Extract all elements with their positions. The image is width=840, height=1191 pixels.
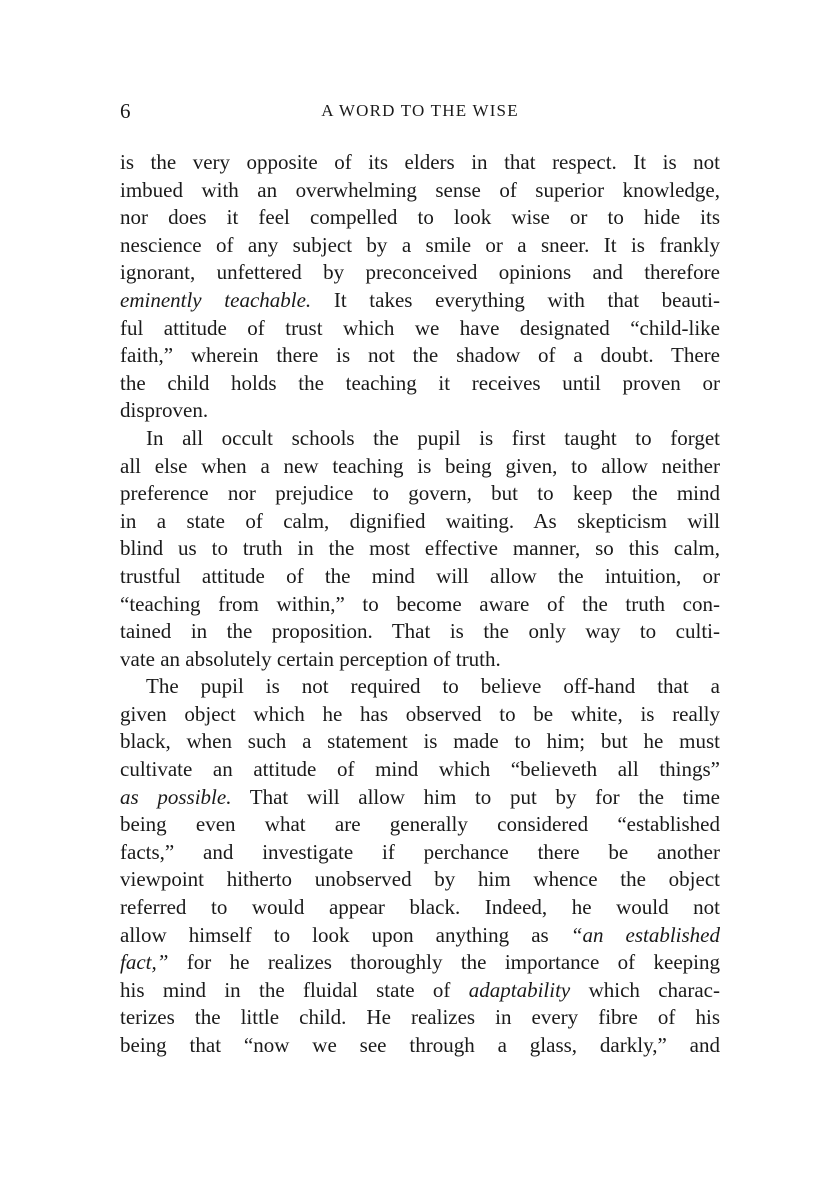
text-segment: in a state of calm, dignified waiting. As skepticism will [120,508,720,533]
text-line [120,591,720,619]
text-segment: The pupil is not required to believe off-hand that a [146,674,720,699]
text-segment: being that “now we see through a glass, darkly,” and [120,1033,720,1057]
text-segment: ful attitude of trust which we have designated “child-like [120,315,720,340]
text-segment: viewpoint hitherto unobserved by him whence the object [120,867,720,892]
text-line [120,508,720,536]
text-line [120,342,720,370]
text-segment: vate an absolutely certain perception of truth. [120,646,501,671]
text-line [146,673,720,701]
text-segment: In all occult schools the pupil is first taught to forget [146,425,720,450]
italic-text: “an established [570,922,721,947]
text-line [120,646,720,674]
text-line [120,397,720,425]
text-segment: black, when such a statement is made to him; but he must [120,729,720,754]
text-line [120,811,720,839]
text-line [120,149,720,177]
text-line [120,370,720,398]
text-line [120,728,720,756]
text-line [120,839,720,867]
text-line [120,232,720,260]
text-line [120,977,720,1005]
text-line [120,315,720,343]
text-line [120,287,720,315]
text-segment: nor does it feel compelled to look wise or to hide its [120,205,720,230]
text-line [120,480,720,508]
text-line [120,259,720,287]
text-line [120,177,720,205]
text-line [120,949,720,977]
text-segment: being even what are generally considered “established [120,812,720,837]
text-segment: which charac- [570,977,720,1002]
text-segment: It takes everything with that beauti- [311,287,720,312]
text-line [146,425,720,453]
text-segment: nescience of any subject by a smile or a sneer. It is frankly [120,232,720,257]
text-segment: allow himself to look upon anything as [120,922,571,947]
text-line [120,1032,720,1060]
text-line [120,535,720,563]
italic-text: fact,” [120,950,169,975]
text-segment: facts,” and investigate if perchance there be another [120,839,720,864]
text-line [120,784,720,812]
page-header [120,96,720,126]
text-segment: all else when a new teaching is being given, to allow neither [120,453,720,478]
italic-text: eminently teachable. [120,287,312,312]
text-segment: tained in the proposition. That is the only way to culti- [120,619,720,644]
page-number: 6 [120,99,131,123]
text-segment: referred to would appear black. Indeed, he would not [120,895,720,920]
running-title: A WORD TO THE WISE [321,101,519,120]
text-segment: cultivate an attitude of mind which “believeth all things” [120,757,720,782]
text-line [120,701,720,729]
text-line [120,618,720,646]
text-line [120,922,720,950]
text-line [120,204,720,232]
text-line [120,453,720,481]
text-line [120,1004,720,1032]
text-segment: blind us to truth in the most effective manner, so this calm, [120,536,720,561]
italic-text: adaptability [468,977,571,1002]
text-segment: the child holds the teaching it receives until proven or [120,370,720,395]
text-segment: imbued with an overwhelming sense of superior knowledge, [120,177,720,202]
text-line [120,563,720,591]
body-text [120,149,721,1060]
text-segment: “teaching from within,” to become aware of the truth con- [120,591,720,616]
text-segment: trustful attitude of the mind will allow the intuition, or [120,563,720,588]
italic-text: as possible. [120,784,232,809]
text-line [120,866,720,894]
text-segment: is the very opposite of its elders in that respect. It is not [120,150,720,174]
text-segment: ignorant, unfettered by preconceived opinions and therefore [120,260,720,285]
text-segment: That will allow him to put by for the time [231,784,721,809]
text-segment: his mind in the fluidal state of [120,977,469,1002]
text-segment: disproven. [120,398,209,423]
text-line [120,756,720,784]
text-segment: for he realizes thoroughly the importance of keeping [168,950,720,975]
text-line [120,894,720,922]
text-segment: given object which he has observed to be white, is really [120,701,720,726]
text-segment: terizes the little child. He realizes in every fibre of his [120,1005,720,1030]
text-segment: preference nor prejudice to govern, but to keep the mind [120,481,720,506]
text-segment: faith,” wherein there is not the shadow of a doubt. There [120,343,720,368]
